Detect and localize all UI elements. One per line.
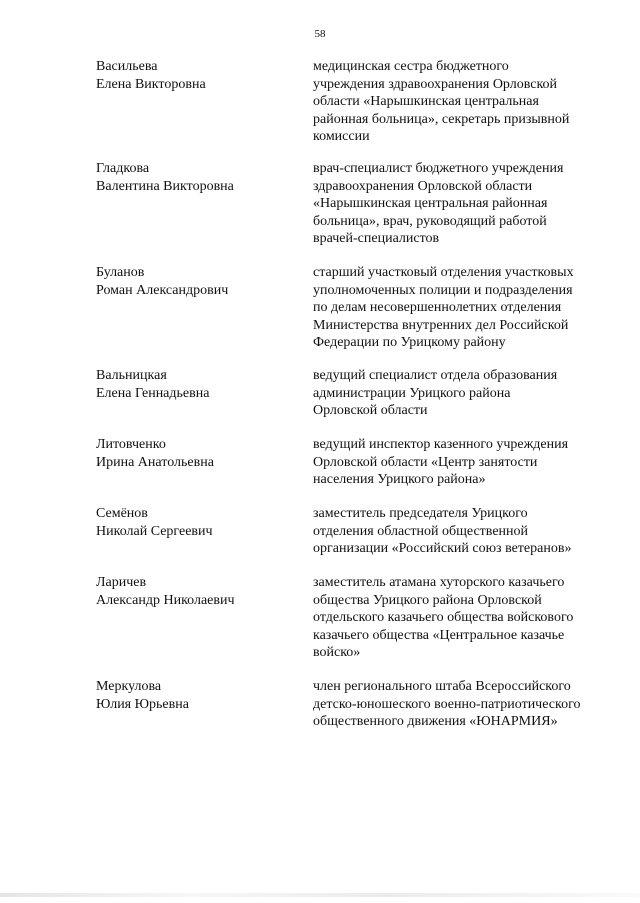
member-name <box>96 574 296 609</box>
member-role <box>313 264 613 352</box>
member-role-line: ведущий инспектор казенного учреждения <box>313 437 569 452</box>
member-role-line: врач-специалист бюджетного учреждения <box>313 161 564 176</box>
member-role-line: области «Нарышкинская центральная <box>313 94 539 109</box>
member-role <box>313 505 613 558</box>
member-given-names: Юлия Юрьевна <box>96 696 189 712</box>
member-role-line: отделения областной общественной <box>313 523 529 539</box>
member-surname: Гладкова <box>96 161 150 176</box>
member-surname: Литовченко <box>96 437 166 452</box>
member-role-line: здравоохранения Орловской области <box>313 178 533 194</box>
member-name <box>96 264 296 299</box>
member-given-names: Валентина Викторовна <box>96 178 234 194</box>
member-role-line: войско» <box>313 645 361 660</box>
member-name <box>96 58 296 93</box>
member-role-line: отдельского казачьего общества войскового <box>313 610 574 625</box>
member-name <box>96 678 296 713</box>
member-role-line: уполномоченных полиции и подразделения <box>313 282 573 298</box>
member-surname: Вальницкая <box>96 368 167 383</box>
member-given-names: Александр Николаевич <box>96 592 235 608</box>
member-given-names: Елена Геннадьевна <box>96 385 210 401</box>
member-role-line: старший участковый отделения участковых <box>313 265 574 280</box>
member-given-names: Елена Викторовна <box>96 76 206 92</box>
member-role-line: общественного движения «ЮНАРМИЯ» <box>313 714 558 729</box>
member-name <box>96 505 296 540</box>
member-role-line: Федерации по Урицкому району <box>313 335 506 350</box>
member-name <box>96 160 296 195</box>
member-given-names: Николай Сергеевич <box>96 523 213 539</box>
member-role <box>313 58 613 146</box>
member-role-line: ведущий специалист отдела образования <box>313 368 558 383</box>
member-role-line: детско-юношеского военно-патриотического <box>313 696 581 712</box>
member-surname: Буланов <box>96 265 145 280</box>
member-role-line: «Нарышкинская центральная районная <box>313 196 548 211</box>
member-role-line: заместитель председателя Урицкого <box>313 506 528 521</box>
member-role-line: комиссии <box>313 129 370 144</box>
member-role-line: районная больница», секретарь призывной <box>313 111 570 127</box>
member-surname: Васильева <box>96 59 158 74</box>
member-role <box>313 574 613 662</box>
member-role-line: учреждения здравоохранения Орловской <box>313 76 558 92</box>
member-role <box>313 678 613 731</box>
member-role-line: врачей-специалистов <box>313 231 440 246</box>
member-role-line: Орловской области «Центр занятости <box>313 454 538 470</box>
scan-edge-noise <box>0 893 640 897</box>
member-role <box>313 367 613 420</box>
member-role-line: общества Урицкого района Орловской <box>313 592 542 608</box>
member-role-line: по делам несовершеннолетних отделения <box>313 300 562 315</box>
member-role-line: Орловской области <box>313 403 428 418</box>
member-role-line: медицинская сестра бюджетного <box>313 59 509 74</box>
member-role-line: заместитель атамана хуторского казачьего <box>313 575 565 590</box>
member-role <box>313 160 613 248</box>
page-number: 58 <box>314 28 326 40</box>
member-name <box>96 367 296 402</box>
member-role-line: больница», врач, руководящий работой <box>313 213 547 229</box>
member-role-line: организации «Российский союз ветеранов» <box>313 541 572 556</box>
member-role-line: казачьего общества «Центральное казачье <box>313 627 565 643</box>
member-role-line: населения Урицкого района» <box>313 472 486 487</box>
member-given-names: Роман Александрович <box>96 282 229 298</box>
member-surname: Семёнов <box>96 506 148 521</box>
member-role-line: Министерства внутренних дел Российской <box>313 317 569 333</box>
member-role <box>313 436 613 489</box>
member-given-names: Ирина Анатольевна <box>96 454 214 470</box>
member-name <box>96 436 296 471</box>
member-role-line: член регионального штаба Всероссийского <box>313 679 571 694</box>
member-surname: Меркулова <box>96 679 162 694</box>
member-role-line: администрации Урицкого района <box>313 385 511 401</box>
member-surname: Ларичев <box>96 575 147 590</box>
